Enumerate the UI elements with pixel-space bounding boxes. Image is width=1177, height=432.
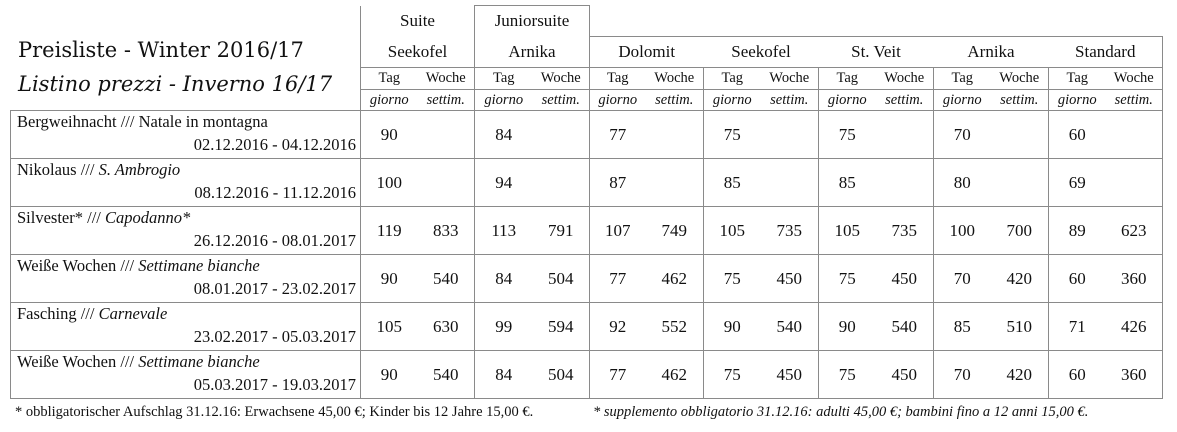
price-week: 594 xyxy=(533,303,590,351)
period-name-de: Nikolaus /// xyxy=(17,160,95,179)
day-label-it: giorno xyxy=(361,90,418,111)
column-name: Dolomit xyxy=(590,37,704,68)
period-name-de: Bergweihnacht /// xyxy=(17,112,135,131)
column-top-label: Juniorsuite xyxy=(475,6,590,37)
price-week: 700 xyxy=(991,207,1049,255)
week-label: Woche xyxy=(646,68,704,90)
price-week xyxy=(533,111,590,159)
price-week: 420 xyxy=(991,351,1049,399)
price-day: 89 xyxy=(1049,207,1106,255)
price-week: 360 xyxy=(1106,351,1163,399)
price-week xyxy=(533,159,590,207)
price-day: 75 xyxy=(704,111,761,159)
period-dates: 05.03.2017 - 19.03.2017 xyxy=(193,375,356,394)
price-week xyxy=(761,159,819,207)
week-label-it: settim. xyxy=(876,90,934,111)
table-row xyxy=(11,351,1163,399)
period-dates: 08.12.2016 - 11.12.2016 xyxy=(194,183,356,202)
price-week: 462 xyxy=(646,255,704,303)
price-week: 420 xyxy=(991,255,1049,303)
price-week: 426 xyxy=(1106,303,1163,351)
price-day: 75 xyxy=(704,255,761,303)
period-name-de: Weiße Wochen /// xyxy=(17,256,135,275)
week-label: Woche xyxy=(876,68,934,90)
period-dates: 23.02.2017 - 05.03.2017 xyxy=(193,327,356,346)
price-week: 735 xyxy=(876,207,934,255)
week-label-it: settim. xyxy=(761,90,819,111)
column-name: St. Veit xyxy=(819,37,934,68)
price-week: 540 xyxy=(418,255,475,303)
period-name xyxy=(17,304,167,324)
period-name-it: Carnevale xyxy=(98,304,168,323)
price-week: 450 xyxy=(876,351,934,399)
period-name-de: Silvester* /// xyxy=(17,208,101,227)
column-name: Arnika xyxy=(934,37,1049,68)
price-week: 450 xyxy=(761,351,819,399)
price-week: 504 xyxy=(533,351,590,399)
price-week xyxy=(761,111,819,159)
price-day: 84 xyxy=(475,255,533,303)
price-day: 80 xyxy=(934,159,991,207)
price-day: 100 xyxy=(361,159,418,207)
price-day: 105 xyxy=(704,207,761,255)
price-week xyxy=(1106,111,1163,159)
price-day: 84 xyxy=(475,111,533,159)
day-label: Tag xyxy=(475,68,533,90)
price-week xyxy=(646,159,704,207)
price-week xyxy=(876,159,934,207)
day-label-it: giorno xyxy=(704,90,761,111)
price-rows xyxy=(11,111,1163,399)
week-label: Woche xyxy=(761,68,819,90)
price-day: 105 xyxy=(819,207,876,255)
column-top-label: Suite xyxy=(361,6,475,37)
table-row xyxy=(11,207,1163,255)
price-day: 77 xyxy=(590,255,646,303)
period-dates: 26.12.2016 - 08.01.2017 xyxy=(193,231,356,250)
price-day: 85 xyxy=(704,159,761,207)
price-week: 540 xyxy=(876,303,934,351)
day-label: Tag xyxy=(361,68,418,90)
price-day: 77 xyxy=(590,351,646,399)
price-day: 75 xyxy=(819,255,876,303)
price-day: 90 xyxy=(704,303,761,351)
period-cell xyxy=(11,111,361,159)
price-week: 360 xyxy=(1106,255,1163,303)
footnote-italian: * supplemento obbligatorio 31.12.16: adulti 45,00 €; bambini fino a 12 anni 15,00 €. xyxy=(593,404,1089,420)
day-label: Tag xyxy=(934,68,991,90)
price-week xyxy=(1106,159,1163,207)
period-name xyxy=(17,352,260,372)
price-day: 92 xyxy=(590,303,646,351)
price-day: 60 xyxy=(1049,111,1106,159)
price-table xyxy=(10,5,1163,399)
price-day: 90 xyxy=(361,351,418,399)
price-day: 85 xyxy=(819,159,876,207)
pricelist-subtitle: Listino prezzi - Inverno 16/17 xyxy=(18,72,333,96)
price-week: 833 xyxy=(418,207,475,255)
column-name: Seekofel xyxy=(361,37,475,68)
price-week: 540 xyxy=(761,303,819,351)
price-day: 77 xyxy=(590,111,646,159)
price-day: 90 xyxy=(361,111,418,159)
price-day: 105 xyxy=(361,303,418,351)
price-day: 84 xyxy=(475,351,533,399)
period-cell xyxy=(11,255,361,303)
price-day: 71 xyxy=(1049,303,1106,351)
week-label-it: settim. xyxy=(418,90,475,111)
week-label: Woche xyxy=(418,68,475,90)
period-dates: 08.01.2017 - 23.02.2017 xyxy=(193,279,356,298)
price-day: 90 xyxy=(361,255,418,303)
price-week: 735 xyxy=(761,207,819,255)
week-label: Woche xyxy=(1106,68,1163,90)
price-day: 99 xyxy=(475,303,533,351)
day-label-it: giorno xyxy=(1049,90,1106,111)
day-label: Tag xyxy=(704,68,761,90)
price-day: 60 xyxy=(1049,351,1106,399)
price-day: 70 xyxy=(934,111,991,159)
price-day: 70 xyxy=(934,255,991,303)
period-name-it: Capodanno* xyxy=(105,208,191,227)
week-label-it: settim. xyxy=(533,90,590,111)
day-label-it: giorno xyxy=(819,90,876,111)
column-name: Arnika xyxy=(475,37,590,68)
price-week: 749 xyxy=(646,207,704,255)
price-week xyxy=(418,159,475,207)
price-week: 552 xyxy=(646,303,704,351)
week-label-it: settim. xyxy=(646,90,704,111)
period-name xyxy=(17,256,260,276)
price-day: 60 xyxy=(1049,255,1106,303)
table-row xyxy=(11,111,1163,159)
day-label: Tag xyxy=(1049,68,1106,90)
price-week: 791 xyxy=(533,207,590,255)
price-day: 119 xyxy=(361,207,418,255)
week-label: Woche xyxy=(991,68,1049,90)
price-week: 450 xyxy=(876,255,934,303)
day-label-it: giorno xyxy=(475,90,533,111)
price-day: 107 xyxy=(590,207,646,255)
price-week xyxy=(646,111,704,159)
price-week xyxy=(991,111,1049,159)
table-header xyxy=(11,6,1163,111)
price-day: 113 xyxy=(475,207,533,255)
period-name-it: Settimane bianche xyxy=(138,352,260,371)
price-day: 69 xyxy=(1049,159,1106,207)
price-day: 75 xyxy=(704,351,761,399)
price-week: 450 xyxy=(761,255,819,303)
period-name xyxy=(17,208,190,228)
period-cell xyxy=(11,351,361,399)
price-week: 462 xyxy=(646,351,704,399)
price-week xyxy=(991,159,1049,207)
table-row xyxy=(11,159,1163,207)
period-name xyxy=(17,112,268,132)
price-week xyxy=(418,111,475,159)
week-label-it: settim. xyxy=(1106,90,1163,111)
price-week xyxy=(876,111,934,159)
period-dates: 02.12.2016 - 04.12.2016 xyxy=(193,135,356,154)
price-week: 623 xyxy=(1106,207,1163,255)
period-cell xyxy=(11,303,361,351)
period-name-de: Fasching /// xyxy=(17,304,95,323)
week-label-it: settim. xyxy=(991,90,1049,111)
day-label-it: giorno xyxy=(934,90,991,111)
period-name-it: Natale in montagna xyxy=(138,112,268,131)
period-name xyxy=(17,160,180,180)
price-week: 540 xyxy=(418,351,475,399)
column-name: Standard xyxy=(1049,37,1163,68)
table-row xyxy=(11,255,1163,303)
price-day: 100 xyxy=(934,207,991,255)
price-day: 75 xyxy=(819,111,876,159)
period-name-it: S. Ambrogio xyxy=(98,160,181,179)
column-name: Seekofel xyxy=(704,37,819,68)
price-week: 510 xyxy=(991,303,1049,351)
price-week: 630 xyxy=(418,303,475,351)
period-name-de: Weiße Wochen /// xyxy=(17,352,135,371)
period-cell xyxy=(11,159,361,207)
period-cell xyxy=(11,207,361,255)
table-row xyxy=(11,303,1163,351)
price-day: 87 xyxy=(590,159,646,207)
price-day: 85 xyxy=(934,303,991,351)
day-label: Tag xyxy=(819,68,876,90)
price-day: 75 xyxy=(819,351,876,399)
day-label-it: giorno xyxy=(590,90,646,111)
footnote-german: * obbligatorischer Aufschlag 31.12.16: Erwachsene 45,00 €; Kinder bis 12 Jahre 15,00 €. xyxy=(15,404,534,420)
period-name-it: Settimane bianche xyxy=(138,256,260,275)
price-day: 90 xyxy=(819,303,876,351)
day-label: Tag xyxy=(590,68,646,90)
week-label: Woche xyxy=(533,68,590,90)
price-day: 70 xyxy=(934,351,991,399)
pricelist-title: Preisliste - Winter 2016/17 xyxy=(18,38,304,62)
price-week: 504 xyxy=(533,255,590,303)
price-day: 94 xyxy=(475,159,533,207)
